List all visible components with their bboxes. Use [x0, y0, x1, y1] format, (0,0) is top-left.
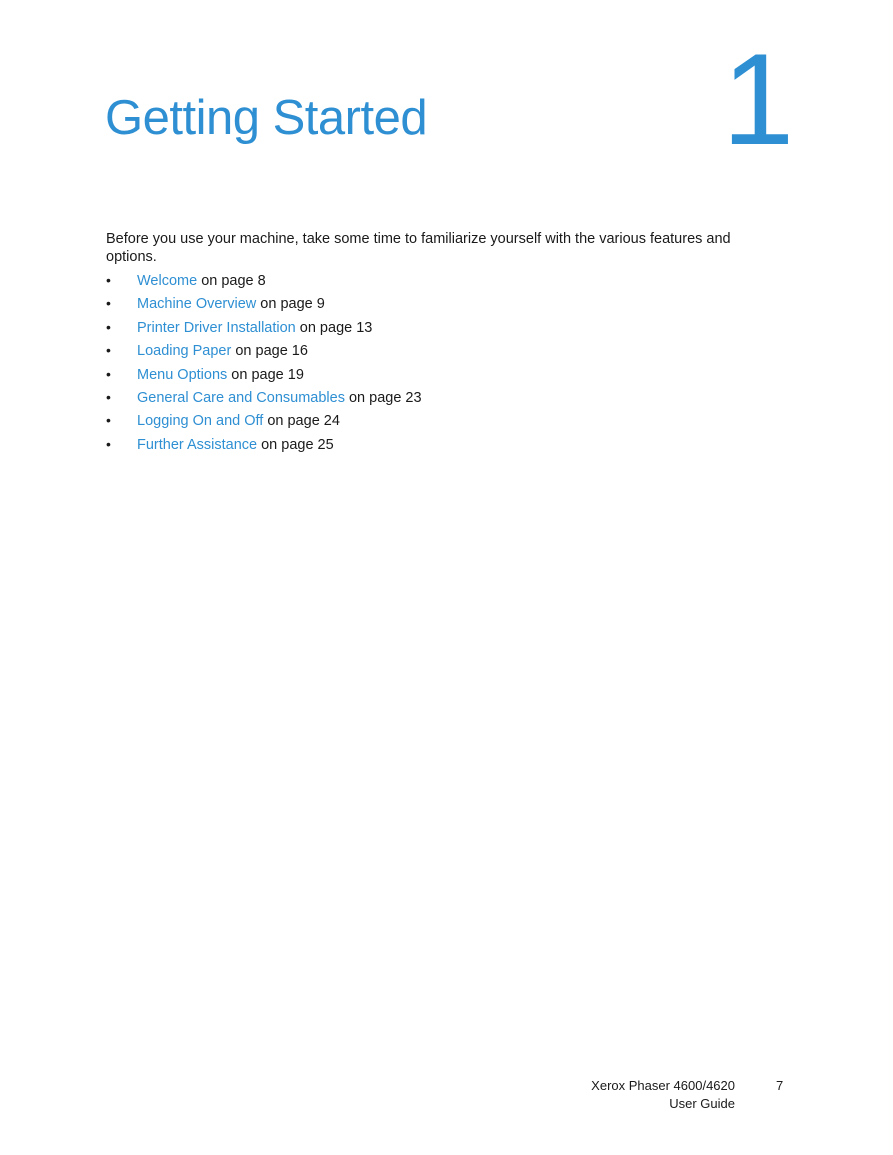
toc-item-logging-on-off [106, 410, 422, 433]
bullet-icon: • [106, 412, 111, 429]
toc-link-printer-driver-installation[interactable]: Printer Driver Installation [137, 319, 296, 336]
toc-item-printer-driver-installation [106, 317, 422, 340]
toc-link-general-care[interactable]: General Care and Consumables [137, 389, 345, 406]
toc-page-ref: on page 25 [257, 436, 334, 453]
toc-link-menu-options[interactable]: Menu Options [137, 366, 228, 383]
bullet-icon: • [106, 342, 111, 359]
toc-page-ref: on page 19 [227, 366, 304, 383]
toc-page-ref: on page 16 [231, 343, 308, 360]
bullet-icon: • [106, 295, 111, 312]
bullet-icon: • [106, 435, 111, 452]
page-number: 7 [776, 1078, 784, 1093]
toc-item-general-care [106, 387, 422, 410]
chapter-number: 1 [722, 26, 795, 172]
toc-link-welcome[interactable]: Welcome [137, 273, 198, 289]
chapter-title: Getting Started [105, 91, 428, 145]
toc-page-ref: on page 24 [263, 413, 340, 430]
toc-link-logging-on-off[interactable]: Logging On and Off [137, 413, 264, 430]
toc-link-machine-overview[interactable]: Machine Overview [137, 296, 257, 313]
toc-item-further-assistance [106, 434, 422, 457]
bullet-icon: • [106, 318, 111, 335]
toc-item-loading-paper [106, 340, 422, 363]
toc-page-ref: on page 23 [344, 389, 422, 406]
footer-guide-name: User Guide [669, 1096, 735, 1111]
toc-link-further-assistance[interactable]: Further Assistance [137, 436, 258, 453]
toc-link-loading-paper[interactable]: Loading Paper [137, 343, 232, 360]
bullet-icon: • [106, 388, 111, 405]
toc-item-welcome [106, 270, 422, 293]
toc-page-ref: on page 9 [256, 296, 325, 313]
bullet-icon: • [106, 272, 111, 288]
toc-page-ref: on page 13 [295, 319, 373, 336]
toc-list [106, 270, 422, 457]
toc-item-machine-overview [106, 293, 422, 316]
intro-paragraph: Before you use your machine, take some time to familiarize yourself with the various features and options. [106, 231, 731, 265]
bullet-icon: • [106, 365, 111, 382]
toc-page-ref: on page 8 [197, 273, 266, 289]
footer-product-name: Xerox Phaser 4600/4620 [591, 1078, 735, 1093]
footer-product-info [591, 1077, 735, 1113]
toc-item-menu-options [106, 364, 422, 387]
